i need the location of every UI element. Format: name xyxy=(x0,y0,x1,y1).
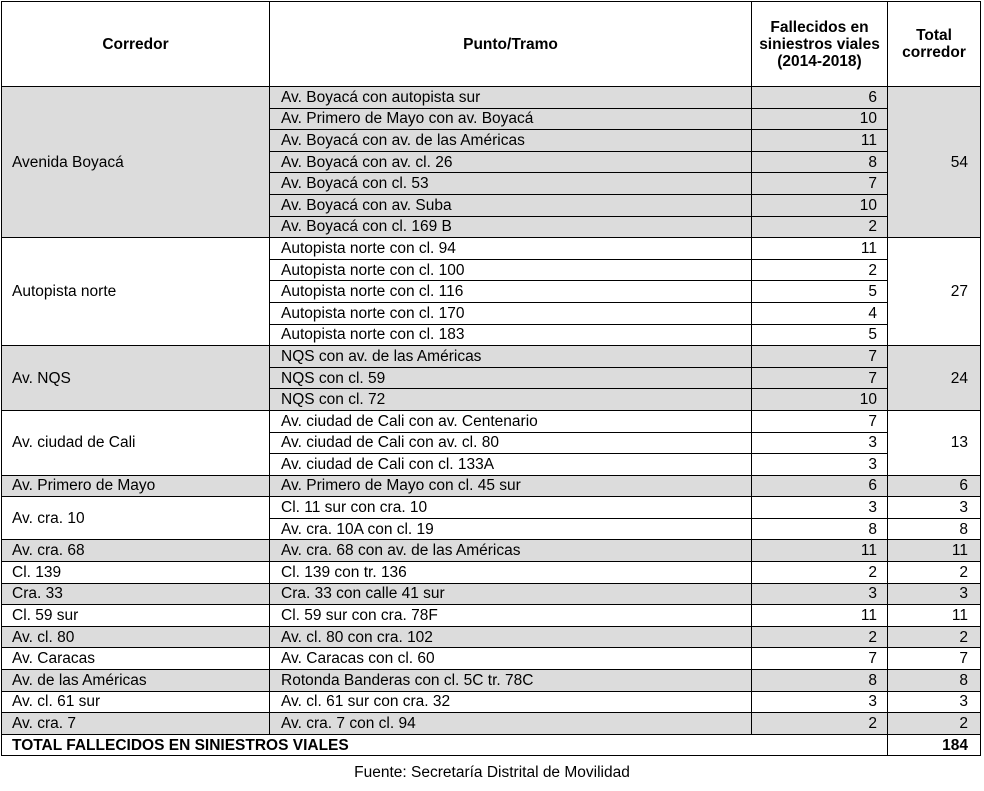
punto-cell: Av. cra. 7 con cl. 94 xyxy=(270,713,752,735)
punto-cell: Cra. 33 con calle 41 sur xyxy=(270,583,752,605)
total-corredor-cell: 7 xyxy=(888,648,981,670)
total-corredor-cell: 6 xyxy=(888,475,981,497)
corredor-cell: Cra. 33 xyxy=(2,583,270,605)
fallecidos-cell: 5 xyxy=(752,281,888,303)
punto-cell: Av. Primero de Mayo con av. Boyacá xyxy=(270,108,752,130)
fallecidos-cell: 2 xyxy=(752,259,888,281)
total-corredor-cell: 3 xyxy=(888,583,981,605)
header-punto: Punto/Tramo xyxy=(270,2,752,87)
punto-cell: Av. cl. 80 con cra. 102 xyxy=(270,626,752,648)
fallecidos-cell: 2 xyxy=(752,562,888,584)
corredor-cell: Av. ciudad de Cali xyxy=(2,410,270,475)
fallecidos-cell: 7 xyxy=(752,173,888,195)
total-corredor-cell: 11 xyxy=(888,605,981,627)
punto-cell: Autopista norte con cl. 100 xyxy=(270,259,752,281)
fallecidos-cell: 11 xyxy=(752,238,888,260)
total-corredor-cell: 24 xyxy=(888,346,981,411)
fallecidos-cell: 7 xyxy=(752,410,888,432)
punto-cell: Cl. 11 sur con cra. 10 xyxy=(270,497,752,519)
total-corredor-cell: 8 xyxy=(888,670,981,692)
fallecidos-cell: 2 xyxy=(752,216,888,238)
corredor-cell: Autopista norte xyxy=(2,238,270,346)
grand-total-row xyxy=(2,734,981,756)
table-row xyxy=(2,691,981,713)
punto-cell: NQS con cl. 59 xyxy=(270,367,752,389)
fallecidos-cell: 11 xyxy=(752,130,888,152)
fallecidos-cell: 7 xyxy=(752,648,888,670)
total-corredor-cell: 13 xyxy=(888,410,981,475)
punto-cell: Av. cl. 61 sur con cra. 32 xyxy=(270,691,752,713)
source-note: Fuente: Secretaría Distrital de Movilidad xyxy=(354,764,630,781)
fallecidos-cell: 10 xyxy=(752,389,888,411)
table-row xyxy=(2,670,981,692)
table-row xyxy=(2,713,981,735)
table-body xyxy=(2,87,981,735)
punto-cell: Av. Caracas con cl. 60 xyxy=(270,648,752,670)
fallecidos-cell: 6 xyxy=(752,475,888,497)
table-row xyxy=(2,87,981,109)
table-row xyxy=(2,626,981,648)
total-corredor-cell: 8 xyxy=(888,518,981,540)
punto-cell: Av. ciudad de Cali con av. cl. 80 xyxy=(270,432,752,454)
fallecidos-cell: 10 xyxy=(752,194,888,216)
corredor-cell: Av. cl. 61 sur xyxy=(2,691,270,713)
corredor-cell: Cl. 139 xyxy=(2,562,270,584)
fatalities-table xyxy=(1,1,981,756)
fallecidos-cell: 3 xyxy=(752,691,888,713)
punto-cell: Av. Boyacá con av. de las Américas xyxy=(270,130,752,152)
table-row xyxy=(2,605,981,627)
corredor-cell: Av. NQS xyxy=(2,346,270,411)
total-corredor-cell: 11 xyxy=(888,540,981,562)
fallecidos-cell: 3 xyxy=(752,583,888,605)
fallecidos-cell: 3 xyxy=(752,497,888,519)
total-corredor-cell: 3 xyxy=(888,497,981,519)
fallecidos-cell: 6 xyxy=(752,87,888,109)
corredor-cell: Avenida Boyacá xyxy=(2,87,270,238)
table-row xyxy=(2,475,981,497)
table-row xyxy=(2,346,981,368)
fallecidos-cell: 11 xyxy=(752,605,888,627)
fallecidos-cell: 4 xyxy=(752,302,888,324)
total-corredor-cell: 2 xyxy=(888,626,981,648)
corredor-cell: Av. Primero de Mayo xyxy=(2,475,270,497)
fallecidos-cell: 2 xyxy=(752,626,888,648)
fallecidos-cell: 11 xyxy=(752,540,888,562)
corredor-cell: Av. Caracas xyxy=(2,648,270,670)
punto-cell: NQS con cl. 72 xyxy=(270,389,752,411)
header-fallecidos: Fallecidos en siniestros viales (2014-2018) xyxy=(752,2,888,87)
punto-cell: Cl. 139 con tr. 136 xyxy=(270,562,752,584)
total-corredor-cell: 3 xyxy=(888,691,981,713)
punto-cell: Av. cra. 10A con cl. 19 xyxy=(270,518,752,540)
punto-cell: Autopista norte con cl. 170 xyxy=(270,302,752,324)
header-total: Total corredor xyxy=(888,2,981,87)
total-corredor-cell: 27 xyxy=(888,238,981,346)
punto-cell: NQS con av. de las Américas xyxy=(270,346,752,368)
punto-cell: Av. Boyacá con cl. 53 xyxy=(270,173,752,195)
punto-cell: Av. Boyacá con av. cl. 26 xyxy=(270,151,752,173)
fallecidos-cell: 7 xyxy=(752,346,888,368)
fallecidos-cell: 8 xyxy=(752,518,888,540)
fallecidos-cell: 3 xyxy=(752,454,888,476)
corredor-cell: Cl. 59 sur xyxy=(2,605,270,627)
corredor-cell: Av. cra. 7 xyxy=(2,713,270,735)
fallecidos-cell: 5 xyxy=(752,324,888,346)
punto-cell: Autopista norte con cl. 94 xyxy=(270,238,752,260)
fallecidos-cell: 3 xyxy=(752,432,888,454)
fallecidos-cell: 2 xyxy=(752,713,888,735)
punto-cell: Rotonda Banderas con cl. 5C tr. 78C xyxy=(270,670,752,692)
punto-cell: Av. Boyacá con autopista sur xyxy=(270,87,752,109)
table-row xyxy=(2,540,981,562)
fallecidos-cell: 10 xyxy=(752,108,888,130)
table-row xyxy=(2,562,981,584)
grand-total-value: 184 xyxy=(888,734,981,756)
corredor-cell: Av. cra. 68 xyxy=(2,540,270,562)
punto-cell: Autopista norte con cl. 116 xyxy=(270,281,752,303)
table-row xyxy=(2,497,981,519)
total-corredor-cell: 2 xyxy=(888,562,981,584)
fallecidos-cell: 7 xyxy=(752,367,888,389)
corredor-cell: Av. de las Américas xyxy=(2,670,270,692)
total-corredor-cell: 2 xyxy=(888,713,981,735)
punto-cell: Av. Boyacá con cl. 169 B xyxy=(270,216,752,238)
header-row xyxy=(2,2,981,87)
fallecidos-cell: 8 xyxy=(752,151,888,173)
grand-total-label: TOTAL FALLECIDOS EN SINIESTROS VIALES xyxy=(2,734,888,756)
table-row xyxy=(2,238,981,260)
punto-cell: Av. Primero de Mayo con cl. 45 sur xyxy=(270,475,752,497)
header-corredor: Corredor xyxy=(2,2,270,87)
table-row xyxy=(2,648,981,670)
fallecidos-cell: 8 xyxy=(752,670,888,692)
punto-cell: Av. ciudad de Cali con av. Centenario xyxy=(270,410,752,432)
punto-cell: Av. ciudad de Cali con cl. 133A xyxy=(270,454,752,476)
punto-cell: Av. Boyacá con av. Suba xyxy=(270,194,752,216)
corredor-cell: Av. cra. 10 xyxy=(2,497,270,540)
table-row xyxy=(2,410,981,432)
punto-cell: Autopista norte con cl. 183 xyxy=(270,324,752,346)
corredor-cell: Av. cl. 80 xyxy=(2,626,270,648)
punto-cell: Av. cra. 68 con av. de las Américas xyxy=(270,540,752,562)
punto-cell: Cl. 59 sur con cra. 78F xyxy=(270,605,752,627)
total-corredor-cell: 54 xyxy=(888,87,981,238)
table-row xyxy=(2,583,981,605)
